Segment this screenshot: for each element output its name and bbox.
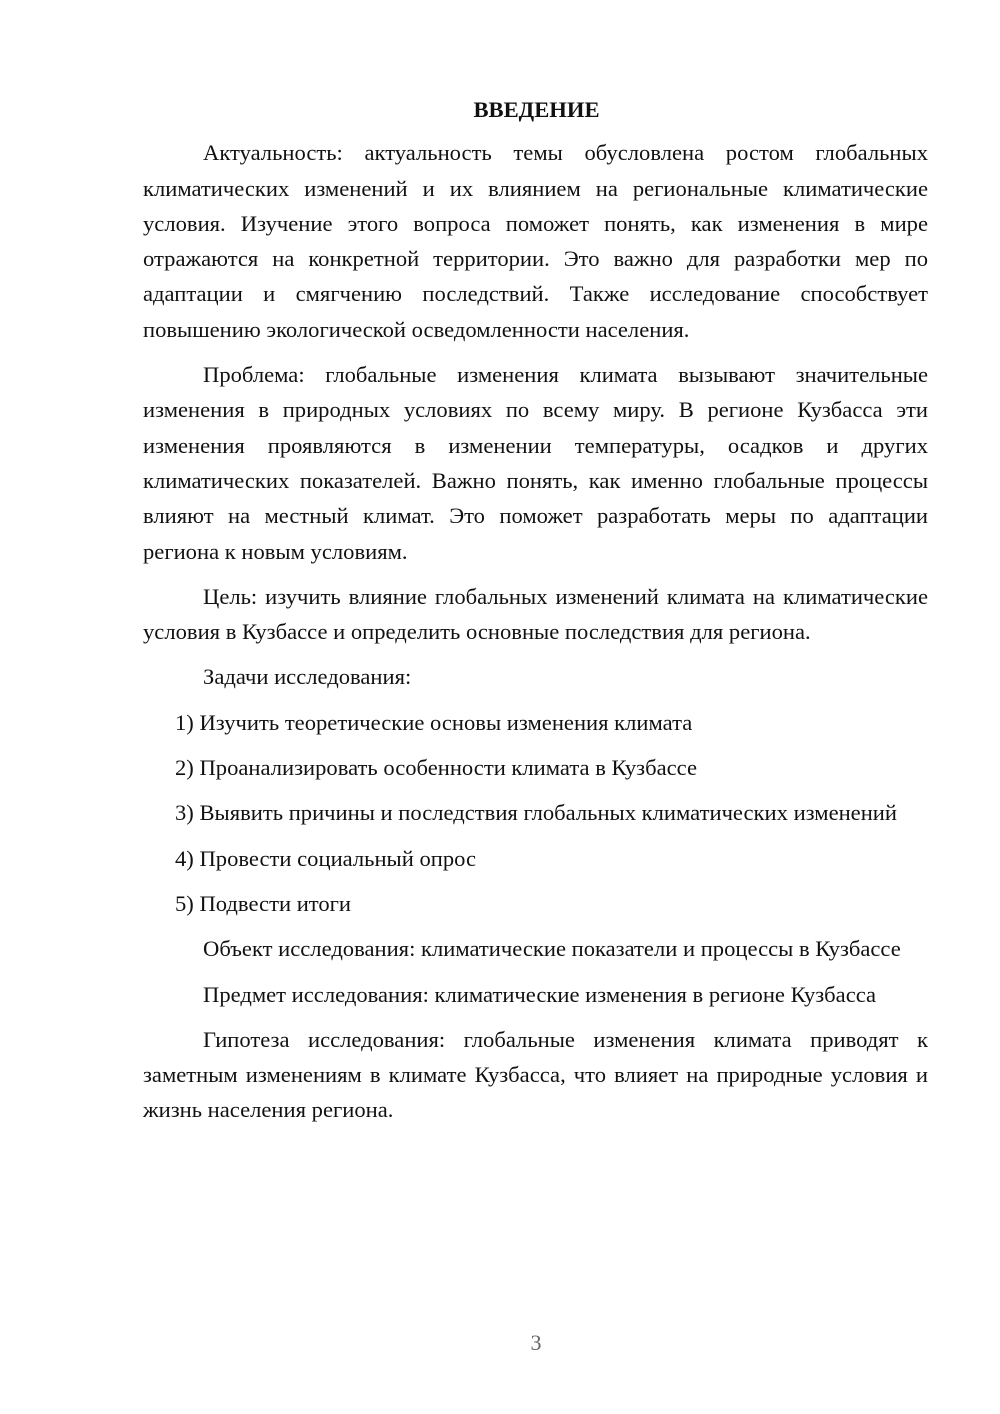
paragraph-hypothesis: Гипотеза исследования: глобальные изменения климата приводят к заметным изменениям в климате Кузбасса, что влияет на природные условия и жизнь населения региона. bbox=[143, 1026, 928, 1123]
task-item-5: 5) Подвести итоги bbox=[175, 890, 352, 916]
task-item-1: 1) Изучить теоретические основы изменения климата bbox=[175, 709, 693, 735]
section-heading: ВВЕДЕНИЕ bbox=[473, 97, 600, 122]
tasks-title: Задачи исследования: bbox=[203, 664, 412, 690]
paragraph-object: Объект исследования: климатические показатели и процессы в Кузбассе bbox=[203, 936, 901, 962]
page-number: 3 bbox=[530, 1330, 542, 1355]
paragraph-goal: Цель: изучить влияние глобальных изменений климата на климатические условия в Кузбассе и определить основные последствия для региона. bbox=[143, 583, 928, 645]
task-item-3: 3) Выявить причины и последствия глобальных климатических изменений bbox=[175, 800, 897, 826]
paragraph-subject: Предмет исследования: климатические изменения в регионе Кузбасса bbox=[203, 981, 877, 1007]
paragraph-relevance: Актуальность: актуальность темы обусловлена ростом глобальных климатических изменений и их влиянием на региональные климатические условия. Изучение этого вопроса поможет понять, как изменения в мире отражаются на конкретной территории. Это важно для разработки мер по адаптации и смягчению последствий. Также исследование способствует повышению экологической осведомленности населения. bbox=[143, 140, 928, 342]
task-item-4: 4) Провести социальный опрос bbox=[175, 845, 477, 871]
task-item-2: 2) Проанализировать особенности климата в Кузбассе bbox=[175, 755, 697, 781]
paragraph-problem: Проблема: глобальные изменения климата вызывают значительные изменения в природных условиях по всему миру. В регионе Кузбасса эти изменения проявляются в изменении температуры, осадков и других климатических показателей. Важно понять, как именно глобальные процессы влияют на местный климат. Это поможет разработать меры по адаптации региона к новым условиям. bbox=[143, 362, 928, 564]
page-content bbox=[143, 92, 928, 1138]
